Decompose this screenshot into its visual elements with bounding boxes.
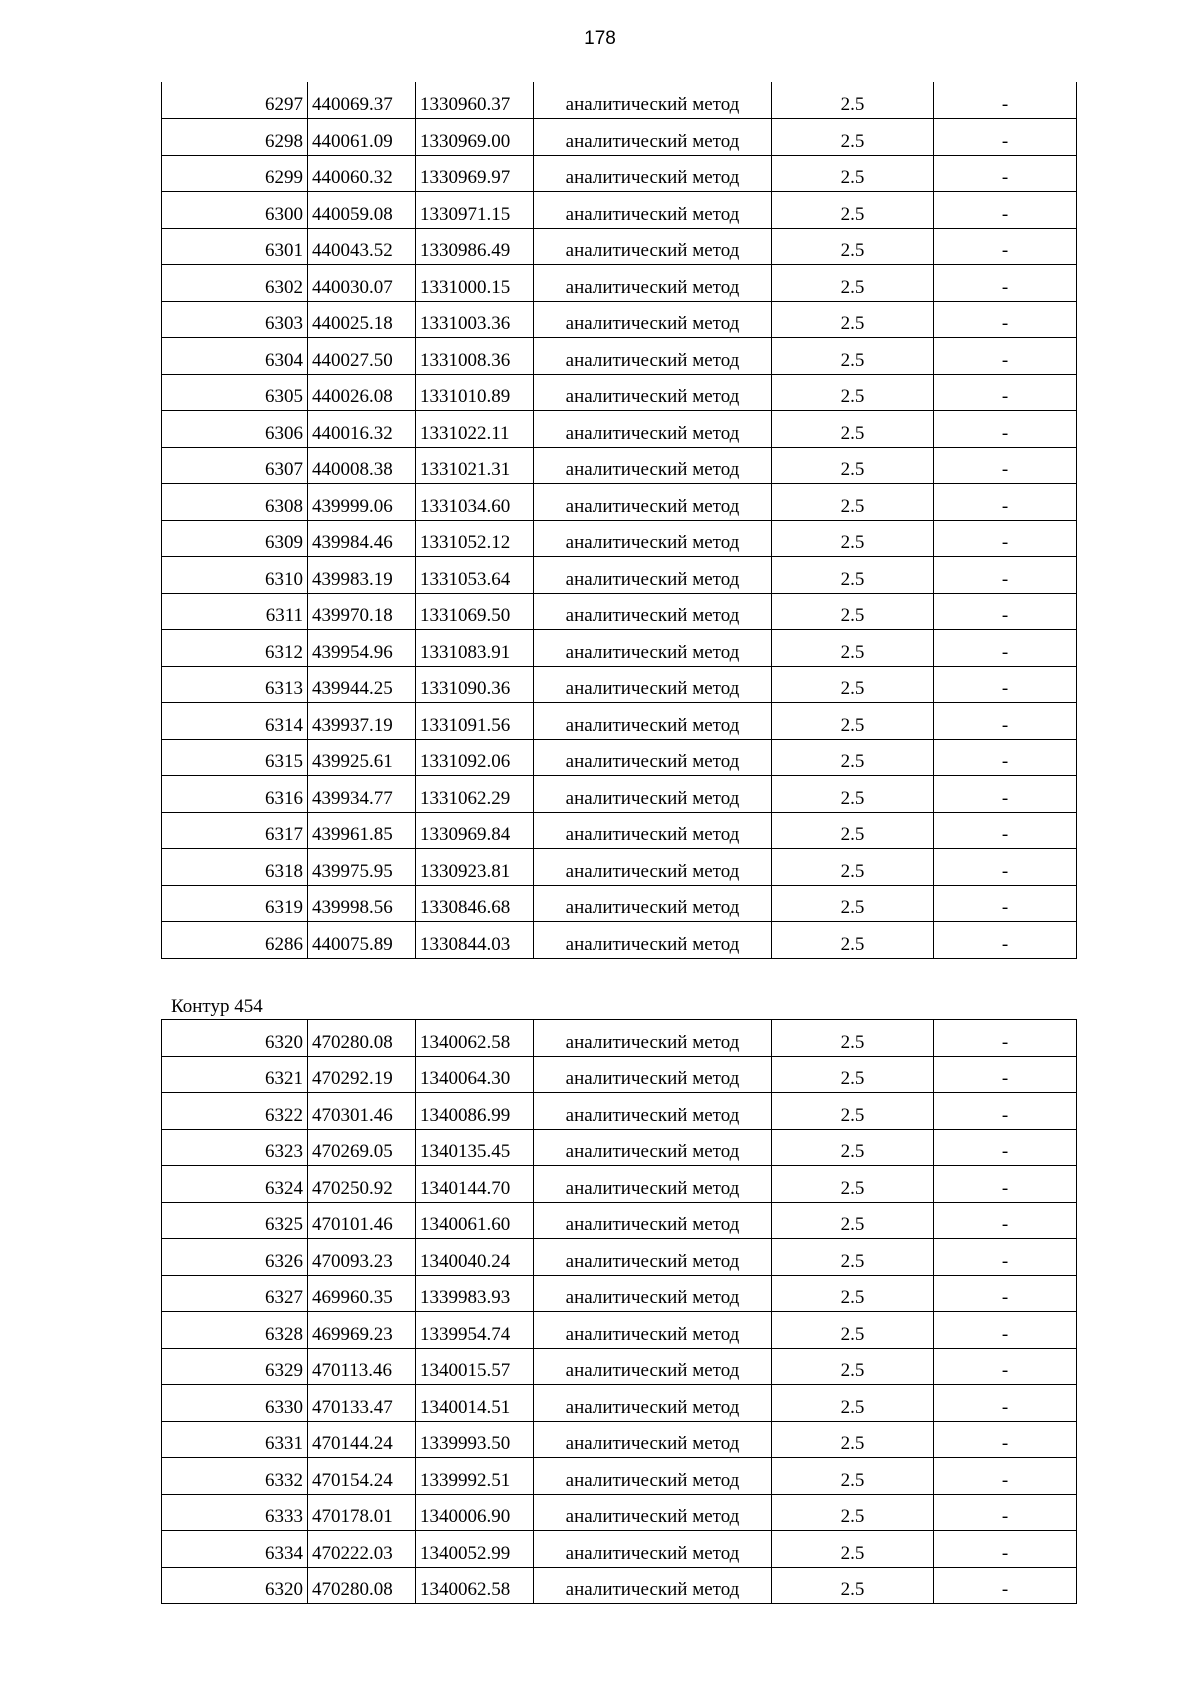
note-cell: - [934,1312,1077,1349]
note-cell: - [934,1531,1077,1568]
accuracy-cell: 2.5 [772,885,934,922]
note-cell: - [934,155,1077,192]
table-row [162,1531,1077,1568]
point-number-cell: 6325 [162,1202,308,1239]
y-coordinate-cell: 1331053.64 [416,557,534,594]
point-number-cell: 6306 [162,411,308,448]
table-row [162,1567,1077,1604]
table-row [162,593,1077,630]
accuracy-cell: 2.5 [772,593,934,630]
point-number-cell: 6334 [162,1531,308,1568]
table-row [162,119,1077,156]
y-coordinate-cell: 1331010.89 [416,374,534,411]
x-coordinate-cell: 439983.19 [308,557,416,594]
accuracy-cell: 2.5 [772,82,934,119]
y-coordinate-cell: 1340014.51 [416,1385,534,1422]
y-coordinate-cell: 1340062.58 [416,1020,534,1057]
note-cell: - [934,265,1077,302]
method-cell: аналитический метод [534,885,772,922]
x-coordinate-cell: 439998.56 [308,885,416,922]
note-cell: - [934,1093,1077,1130]
note-cell: - [934,520,1077,557]
note-cell: - [934,593,1077,630]
method-cell: аналитический метод [534,1093,772,1130]
accuracy-cell: 2.5 [772,703,934,740]
table-row [162,1020,1077,1057]
table-row [162,557,1077,594]
accuracy-cell: 2.5 [772,630,934,667]
method-cell: аналитический метод [534,849,772,886]
y-coordinate-cell: 1331003.36 [416,301,534,338]
y-coordinate-cell: 1330969.00 [416,119,534,156]
table-row [162,1348,1077,1385]
accuracy-cell: 2.5 [772,119,934,156]
note-cell: - [934,703,1077,740]
method-cell: аналитический метод [534,776,772,813]
point-number-cell: 6333 [162,1494,308,1531]
y-coordinate-cell: 1331091.56 [416,703,534,740]
table-row [162,885,1077,922]
y-coordinate-cell: 1340064.30 [416,1056,534,1093]
y-coordinate-cell: 1331000.15 [416,265,534,302]
table-row [162,922,1077,959]
table-row [162,630,1077,667]
method-cell: аналитический метод [534,411,772,448]
point-number-cell: 6302 [162,265,308,302]
accuracy-cell: 2.5 [772,338,934,375]
y-coordinate-cell: 1339983.93 [416,1275,534,1312]
method-cell: аналитический метод [534,557,772,594]
accuracy-cell: 2.5 [772,265,934,302]
point-number-cell: 6310 [162,557,308,594]
note-cell: - [934,812,1077,849]
y-coordinate-cell: 1331008.36 [416,338,534,375]
table-row [162,411,1077,448]
note-cell: - [934,885,1077,922]
x-coordinate-cell: 440008.38 [308,447,416,484]
x-coordinate-cell: 440061.09 [308,119,416,156]
accuracy-cell: 2.5 [772,447,934,484]
x-coordinate-cell: 439999.06 [308,484,416,521]
note-cell: - [934,1421,1077,1458]
method-cell: аналитический метод [534,1239,772,1276]
accuracy-cell: 2.5 [772,1129,934,1166]
table-row [162,374,1077,411]
y-coordinate-cell: 1340062.58 [416,1567,534,1604]
method-cell: аналитический метод [534,228,772,265]
accuracy-cell: 2.5 [772,1275,934,1312]
y-coordinate-cell: 1331052.12 [416,520,534,557]
table-row [162,849,1077,886]
x-coordinate-cell: 470280.08 [308,1567,416,1604]
method-cell: аналитический метод [534,1385,772,1422]
point-number-cell: 6315 [162,739,308,776]
note-cell: - [934,776,1077,813]
x-coordinate-cell: 470292.19 [308,1056,416,1093]
y-coordinate-cell: 1340135.45 [416,1129,534,1166]
note-cell: - [934,1056,1077,1093]
accuracy-cell: 2.5 [772,1385,934,1422]
point-number-cell: 6324 [162,1166,308,1203]
method-cell: аналитический метод [534,666,772,703]
x-coordinate-cell: 439925.61 [308,739,416,776]
accuracy-cell: 2.5 [772,557,934,594]
point-number-cell: 6305 [162,374,308,411]
note-cell: - [934,557,1077,594]
page-number: 178 [584,28,616,49]
table-row [162,1056,1077,1093]
y-coordinate-cell: 1339993.50 [416,1421,534,1458]
accuracy-cell: 2.5 [772,739,934,776]
note-cell: - [934,119,1077,156]
x-coordinate-cell: 440025.18 [308,301,416,338]
method-cell: аналитический метод [534,1312,772,1349]
point-number-cell: 6297 [162,82,308,119]
method-cell: аналитический метод [534,922,772,959]
accuracy-cell: 2.5 [772,374,934,411]
point-number-cell: 6316 [162,776,308,813]
note-cell: - [934,1348,1077,1385]
point-number-cell: 6322 [162,1093,308,1130]
method-cell: аналитический метод [534,1348,772,1385]
point-number-cell: 6332 [162,1458,308,1495]
accuracy-cell: 2.5 [772,1531,934,1568]
x-coordinate-cell: 469969.23 [308,1312,416,1349]
accuracy-cell: 2.5 [772,155,934,192]
method-cell: аналитический метод [534,155,772,192]
method-cell: аналитический метод [534,447,772,484]
point-number-cell: 6319 [162,885,308,922]
note-cell: - [934,1166,1077,1203]
note-cell: - [934,666,1077,703]
accuracy-cell: 2.5 [772,1458,934,1495]
y-coordinate-cell: 1331021.31 [416,447,534,484]
y-coordinate-cell: 1340040.24 [416,1239,534,1276]
point-number-cell: 6298 [162,119,308,156]
x-coordinate-cell: 470113.46 [308,1348,416,1385]
y-coordinate-cell: 1330846.68 [416,885,534,922]
table-row [162,228,1077,265]
note-cell: - [934,1567,1077,1604]
note-cell: - [934,447,1077,484]
x-coordinate-cell: 439937.19 [308,703,416,740]
note-cell: - [934,1275,1077,1312]
table-row [162,192,1077,229]
x-coordinate-cell: 469960.35 [308,1275,416,1312]
point-number-cell: 6313 [162,666,308,703]
x-coordinate-cell: 439934.77 [308,776,416,813]
table-row [162,1129,1077,1166]
x-coordinate-cell: 439970.18 [308,593,416,630]
x-coordinate-cell: 470250.92 [308,1166,416,1203]
x-coordinate-cell: 470144.24 [308,1421,416,1458]
table-row [162,1385,1077,1422]
method-cell: аналитический метод [534,1275,772,1312]
table-row [162,666,1077,703]
accuracy-cell: 2.5 [772,192,934,229]
accuracy-cell: 2.5 [772,228,934,265]
point-number-cell: 6307 [162,447,308,484]
x-coordinate-cell: 440043.52 [308,228,416,265]
note-cell: - [934,1020,1077,1057]
y-coordinate-cell: 1331062.29 [416,776,534,813]
y-coordinate-cell: 1331034.60 [416,484,534,521]
accuracy-cell: 2.5 [772,411,934,448]
method-cell: аналитический метод [534,1458,772,1495]
y-coordinate-cell: 1331069.50 [416,593,534,630]
method-cell: аналитический метод [534,1531,772,1568]
point-number-cell: 6299 [162,155,308,192]
method-cell: аналитический метод [534,812,772,849]
x-coordinate-cell: 440027.50 [308,338,416,375]
method-cell: аналитический метод [534,703,772,740]
point-number-cell: 6301 [162,228,308,265]
method-cell: аналитический метод [534,1202,772,1239]
y-coordinate-cell: 1330986.49 [416,228,534,265]
x-coordinate-cell: 439944.25 [308,666,416,703]
table-row [162,812,1077,849]
accuracy-cell: 2.5 [772,301,934,338]
point-number-cell: 6304 [162,338,308,375]
method-cell: аналитический метод [534,1129,772,1166]
accuracy-cell: 2.5 [772,1239,934,1276]
y-coordinate-cell: 1330969.97 [416,155,534,192]
note-cell: - [934,374,1077,411]
x-coordinate-cell: 470133.47 [308,1385,416,1422]
table-row [162,703,1077,740]
y-coordinate-cell: 1340086.99 [416,1093,534,1130]
coordinates-table [161,82,1077,959]
method-cell: аналитический метод [534,119,772,156]
point-number-cell: 6312 [162,630,308,667]
method-cell: аналитический метод [534,1494,772,1531]
table-row [162,1421,1077,1458]
table-row [162,338,1077,375]
x-coordinate-cell: 470222.03 [308,1531,416,1568]
table-row [162,520,1077,557]
x-coordinate-cell: 470178.01 [308,1494,416,1531]
y-coordinate-cell: 1331090.36 [416,666,534,703]
point-number-cell: 6320 [162,1567,308,1604]
point-number-cell: 6286 [162,922,308,959]
method-cell: аналитический метод [534,520,772,557]
note-cell: - [934,1129,1077,1166]
method-cell: аналитический метод [534,301,772,338]
note-cell: - [934,228,1077,265]
method-cell: аналитический метод [534,192,772,229]
point-number-cell: 6327 [162,1275,308,1312]
table-row [162,776,1077,813]
y-coordinate-cell: 1330969.84 [416,812,534,849]
table-row [162,265,1077,302]
accuracy-cell: 2.5 [772,812,934,849]
x-coordinate-cell: 439984.46 [308,520,416,557]
method-cell: аналитический метод [534,265,772,302]
x-coordinate-cell: 440026.08 [308,374,416,411]
note-cell: - [934,849,1077,886]
accuracy-cell: 2.5 [772,1093,934,1130]
x-coordinate-cell: 470301.46 [308,1093,416,1130]
accuracy-cell: 2.5 [772,1494,934,1531]
y-coordinate-cell: 1340006.90 [416,1494,534,1531]
point-number-cell: 6328 [162,1312,308,1349]
method-cell: аналитический метод [534,484,772,521]
y-coordinate-cell: 1340061.60 [416,1202,534,1239]
note-cell: - [934,301,1077,338]
note-cell: - [934,411,1077,448]
accuracy-cell: 2.5 [772,849,934,886]
method-cell: аналитический метод [534,374,772,411]
accuracy-cell: 2.5 [772,666,934,703]
point-number-cell: 6303 [162,301,308,338]
table-row [162,155,1077,192]
point-number-cell: 6330 [162,1385,308,1422]
accuracy-cell: 2.5 [772,1421,934,1458]
note-cell: - [934,1385,1077,1422]
note-cell: - [934,1202,1077,1239]
x-coordinate-cell: 440060.32 [308,155,416,192]
method-cell: аналитический метод [534,1056,772,1093]
contour-label: Контур 454 [171,996,263,1017]
y-coordinate-cell: 1330923.81 [416,849,534,886]
note-cell: - [934,1494,1077,1531]
y-coordinate-cell: 1340144.70 [416,1166,534,1203]
y-coordinate-cell: 1340052.99 [416,1531,534,1568]
y-coordinate-cell: 1339954.74 [416,1312,534,1349]
x-coordinate-cell: 440075.89 [308,922,416,959]
table-row [162,739,1077,776]
point-number-cell: 6326 [162,1239,308,1276]
accuracy-cell: 2.5 [772,1348,934,1385]
x-coordinate-cell: 440069.37 [308,82,416,119]
x-coordinate-cell: 470154.24 [308,1458,416,1495]
note-cell: - [934,192,1077,229]
y-coordinate-cell: 1330960.37 [416,82,534,119]
x-coordinate-cell: 470269.05 [308,1129,416,1166]
x-coordinate-cell: 470093.23 [308,1239,416,1276]
y-coordinate-cell: 1330844.03 [416,922,534,959]
point-number-cell: 6331 [162,1421,308,1458]
method-cell: аналитический метод [534,1567,772,1604]
note-cell: - [934,630,1077,667]
table-row [162,1458,1077,1495]
y-coordinate-cell: 1331092.06 [416,739,534,776]
method-cell: аналитический метод [534,1166,772,1203]
point-number-cell: 6318 [162,849,308,886]
method-cell: аналитический метод [534,1020,772,1057]
y-coordinate-cell: 1340015.57 [416,1348,534,1385]
method-cell: аналитический метод [534,630,772,667]
point-number-cell: 6308 [162,484,308,521]
accuracy-cell: 2.5 [772,1202,934,1239]
point-number-cell: 6321 [162,1056,308,1093]
table-row [162,301,1077,338]
table-row [162,1093,1077,1130]
note-cell: - [934,739,1077,776]
accuracy-cell: 2.5 [772,520,934,557]
table-row [162,82,1077,119]
x-coordinate-cell: 439975.95 [308,849,416,886]
x-coordinate-cell: 440030.07 [308,265,416,302]
accuracy-cell: 2.5 [772,1020,934,1057]
note-cell: - [934,484,1077,521]
table-row [162,1275,1077,1312]
point-number-cell: 6320 [162,1020,308,1057]
x-coordinate-cell: 439961.85 [308,812,416,849]
y-coordinate-cell: 1331022.11 [416,411,534,448]
x-coordinate-cell: 470280.08 [308,1020,416,1057]
method-cell: аналитический метод [534,739,772,776]
x-coordinate-cell: 440016.32 [308,411,416,448]
table-row [162,1239,1077,1276]
method-cell: аналитический метод [534,593,772,630]
accuracy-cell: 2.5 [772,1312,934,1349]
table-row [162,1312,1077,1349]
note-cell: - [934,922,1077,959]
note-cell: - [934,82,1077,119]
table-row [162,1166,1077,1203]
accuracy-cell: 2.5 [772,1567,934,1604]
note-cell: - [934,338,1077,375]
y-coordinate-cell: 1330971.15 [416,192,534,229]
point-number-cell: 6300 [162,192,308,229]
accuracy-cell: 2.5 [772,1166,934,1203]
table-row [162,447,1077,484]
x-coordinate-cell: 439954.96 [308,630,416,667]
table-row [162,1202,1077,1239]
point-number-cell: 6311 [162,593,308,630]
table-row [162,1494,1077,1531]
note-cell: - [934,1239,1077,1276]
point-number-cell: 6317 [162,812,308,849]
method-cell: аналитический метод [534,82,772,119]
point-number-cell: 6314 [162,703,308,740]
point-number-cell: 6323 [162,1129,308,1166]
accuracy-cell: 2.5 [772,484,934,521]
table-row [162,484,1077,521]
method-cell: аналитический метод [534,1421,772,1458]
x-coordinate-cell: 470101.46 [308,1202,416,1239]
method-cell: аналитический метод [534,338,772,375]
note-cell: - [934,1458,1077,1495]
contour-454-table [161,1019,1077,1604]
x-coordinate-cell: 440059.08 [308,192,416,229]
accuracy-cell: 2.5 [772,1056,934,1093]
point-number-cell: 6329 [162,1348,308,1385]
point-number-cell: 6309 [162,520,308,557]
y-coordinate-cell: 1339992.51 [416,1458,534,1495]
y-coordinate-cell: 1331083.91 [416,630,534,667]
accuracy-cell: 2.5 [772,922,934,959]
accuracy-cell: 2.5 [772,776,934,813]
